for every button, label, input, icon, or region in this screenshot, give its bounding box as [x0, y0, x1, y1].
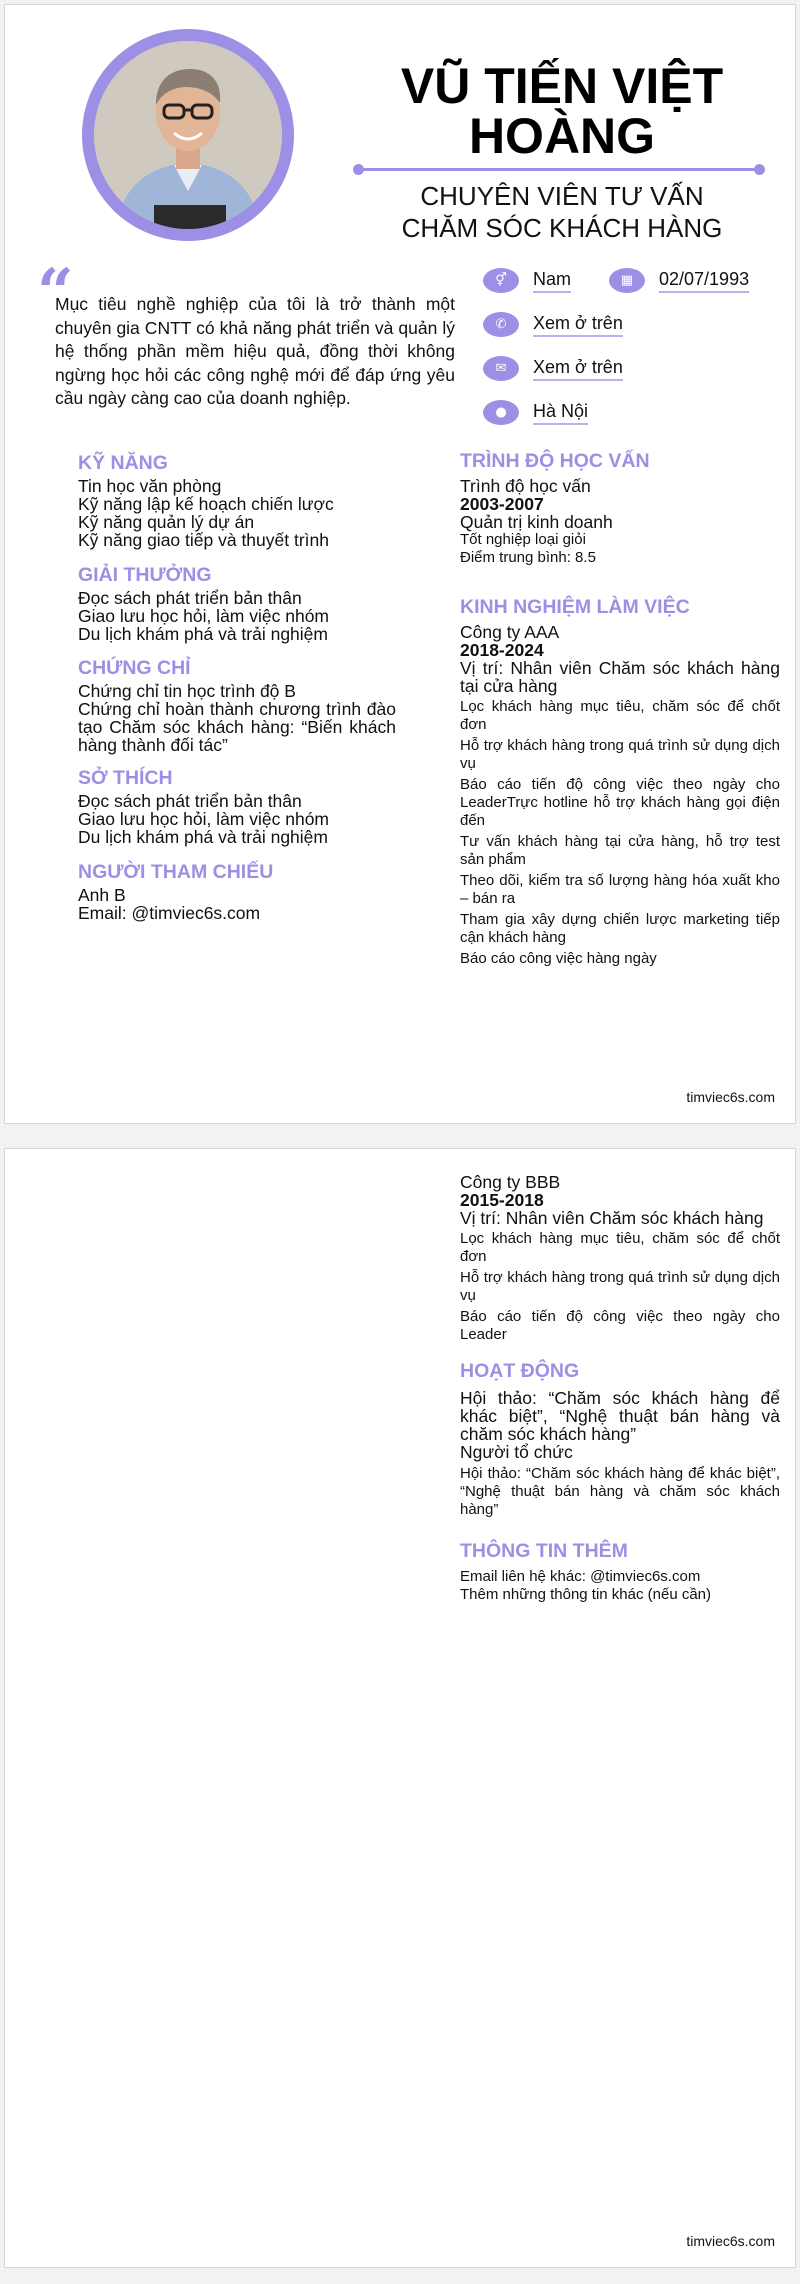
list-item: Kỹ năng lập kế hoạch chiến lược [78, 494, 334, 514]
certificates-heading: CHỨNG CHỈ [78, 657, 191, 679]
skills-heading: KỸ NĂNG [78, 452, 168, 474]
list-item: Kỹ năng giao tiếp và thuyết trình [78, 530, 329, 550]
extra-info-block [460, 1568, 780, 1604]
email-value[interactable]: Xem ở trên [533, 356, 623, 381]
calendar-icon: ▦ [609, 268, 645, 293]
job-period: 2015-2018 [460, 1190, 544, 1210]
experience-job-2 [460, 1173, 780, 1344]
job-duty: Hỗ trợ khách hàng trong quá trình sử dụng dịch vụ [460, 1269, 780, 1304]
education-level: Trình độ học vấn [460, 476, 591, 496]
divider-dot-right [754, 164, 765, 175]
education-heading: TRÌNH ĐỘ HỌC VẤN [460, 450, 650, 472]
certificates-list [78, 682, 396, 754]
footer-site: timviec6s.com [686, 2233, 775, 2249]
activity-detail: Hội thảo: “Chăm sóc khách hàng để khác biệt”, “Nghệ thuật bán hàng và chăm sóc khách hàng” [460, 1465, 780, 1518]
education-major: Quản trị kinh doanh [460, 512, 613, 532]
job-title [345, 180, 779, 244]
list-item: Du lịch khám phá và trải nghiệm [78, 827, 328, 847]
job-duty: Hỗ trợ khách hàng trong quá trình sử dụng dịch vụ [460, 737, 780, 772]
job-period: 2018-2024 [460, 640, 544, 660]
contact-email [483, 356, 623, 381]
person-photo-icon [94, 41, 282, 229]
education-grade: Tốt nghiệp loại giỏi [460, 531, 586, 548]
references-heading: NGƯỜI THAM CHIẾU [78, 861, 274, 883]
resume-page-2 [4, 1148, 796, 2268]
reference-name: Anh B [78, 885, 126, 905]
extra-info-heading: THÔNG TIN THÊM [460, 1540, 628, 1562]
gender-icon: ⚥ [483, 268, 519, 293]
birthday-value: 02/07/1993 [659, 268, 749, 293]
job-title-line-1: CHUYÊN VIÊN TƯ VẤN [420, 181, 704, 211]
list-item: Chứng chỉ tin học trình độ B [78, 681, 296, 701]
avatar-frame [82, 29, 294, 241]
resume-page-1 [4, 4, 796, 1124]
gender-value: Nam [533, 268, 571, 293]
phone-icon: ✆ [483, 312, 519, 337]
phone-value[interactable]: Xem ở trên [533, 312, 623, 337]
job-duty: Báo cáo công việc hàng ngày [460, 950, 657, 967]
job-duty: Báo cáo tiến độ công việc theo ngày cho LeaderTrực hotline hỗ trợ khách hàng gọi điện đến [460, 776, 780, 829]
footer-site: timviec6s.com [686, 1089, 775, 1105]
list-item: Giao lưu học hỏi, làm việc nhóm [78, 606, 329, 626]
job-duty: Tư vấn khách hàng tại cửa hàng, hỗ trợ test sản phẩm [460, 833, 780, 868]
job-position: Vị trí: Nhân viên Chăm sóc khách hàng tại cửa hàng [460, 658, 780, 696]
activities-heading: HOẠT ĐỘNG [460, 1360, 580, 1382]
hobbies-heading: SỞ THÍCH [78, 767, 173, 789]
job-position: Vị trí: Nhân viên Chăm sóc khách hàng [460, 1208, 764, 1228]
contact-birthday [609, 268, 749, 293]
list-item: Email liên hệ khác: @timviec6s.com [460, 1568, 701, 1585]
list-item: Kỹ năng quản lý dự án [78, 512, 255, 532]
list-item: Đọc sách phát triển bản thân [78, 588, 302, 608]
job-company: Công ty BBB [460, 1172, 561, 1192]
job-title-line-2: CHĂM SÓC KHÁCH HÀNG [401, 213, 723, 243]
candidate-name [345, 58, 779, 164]
experience-heading: KINH NGHIỆM LÀM VIỆC [460, 596, 690, 618]
contact-gender [483, 268, 571, 293]
career-objective: Mục tiêu nghề nghiệp của tôi là trở thành một chuyên gia CNTT có khả năng phát triển và quản lý hệ thống phần mềm hiệu quả, đồng thời không ngừng học hỏi các công nghệ mới để đáp ứng yêu cầu ngày càng cao của doanh nghiệp. [55, 294, 455, 408]
name-line-2: HOÀNG [468, 108, 656, 164]
awards-heading: GIẢI THƯỞNG [78, 564, 212, 586]
education-gpa: Điểm trung bình: 8.5 [460, 549, 596, 566]
list-item: Tin học văn phòng [78, 476, 222, 496]
awards-list [78, 589, 378, 643]
job-duty: Báo cáo tiến độ công việc theo ngày cho Leader [460, 1308, 780, 1343]
list-item: Đọc sách phát triển bản thân [78, 791, 302, 811]
location-pin-icon: ● [483, 400, 519, 425]
divider-dot-left [353, 164, 364, 175]
title-divider [357, 168, 761, 171]
activity-event: Hội thảo: “Chăm sóc khách hàng để khác biệt”, “Nghệ thuật bán hàng và chăm sóc khách hàng” [460, 1388, 780, 1444]
job-duty: Lọc khách hàng mục tiêu, chăm sóc để chốt đơn [460, 1230, 780, 1265]
hobbies-list [78, 792, 378, 846]
activity-role: Người tổ chức [460, 1442, 573, 1462]
list-item: Giao lưu học hỏi, làm việc nhóm [78, 809, 329, 829]
contact-address [483, 400, 588, 425]
reference-email: Email: @timviec6s.com [78, 903, 261, 923]
skills-list [78, 477, 378, 549]
education-period: 2003-2007 [460, 494, 544, 514]
avatar [94, 41, 282, 229]
job-duty: Lọc khách hàng mục tiêu, chăm sóc để chốt đơn [460, 698, 780, 733]
education-block [460, 477, 780, 567]
activities-block [460, 1389, 780, 1519]
list-item: Thêm những thông tin khác (nếu cần) [460, 1586, 712, 1603]
job-company: Công ty AAA [460, 622, 560, 642]
contact-phone [483, 312, 623, 337]
job-duty: Theo dõi, kiểm tra số lượng hàng hóa xuất kho – bán ra [460, 872, 780, 907]
job-duty: Tham gia xây dựng chiến lược marketing tiếp cận khách hàng [460, 911, 780, 946]
name-line-1: VŨ TIẾN VIỆT [400, 58, 724, 114]
mail-icon: ✉ [483, 356, 519, 381]
quote-mark-icon: “ [37, 255, 74, 330]
list-item: Du lịch khám phá và trải nghiệm [78, 624, 328, 644]
address-value: Hà Nội [533, 400, 588, 425]
references-block [78, 886, 378, 922]
list-item: Chứng chỉ hoàn thành chương trình đào tạo Chăm sóc khách hàng: “Biến khách hàng thành đối tác” [78, 699, 396, 755]
experience-job-1 [460, 623, 780, 968]
